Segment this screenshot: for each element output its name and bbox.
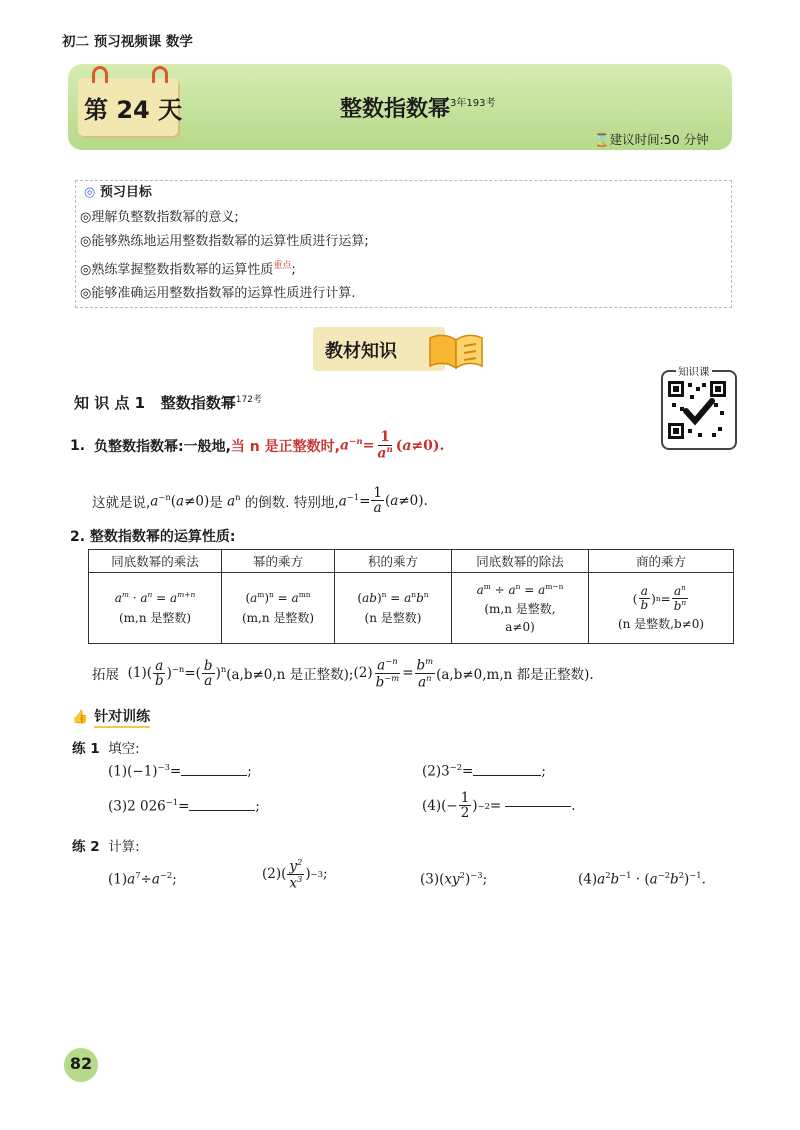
exercise-2-q2: (2)( $\frac{y^2}{x^3}$ ) −3 ; (262, 857, 328, 892)
book-icon (426, 330, 486, 376)
knowledge-point-title: 知 识 点 1 整数指数幂$^{172考}$ (74, 394, 262, 412)
answer-blank[interactable] (505, 805, 571, 807)
goals-list (80, 206, 369, 306)
table-cell: $(ab)^n = a^nb^n$ (n 是整数) (335, 573, 452, 644)
day-label: 第 24 天 (84, 96, 183, 124)
page-title: 整数指数幂$^{3年193考}$ (340, 97, 496, 122)
title-note: 3年193考 (450, 98, 496, 109)
goals-heading: ◎ 预习目标 (84, 181, 156, 200)
exercise-1-q1: $(1)(-1)^{-3}=$ ; (108, 762, 252, 780)
grade-line: 初二 预习视频课 数学 (62, 34, 193, 50)
table-header: 商的乘方 (589, 550, 734, 573)
table-header: 幂的乘方 (222, 550, 335, 573)
properties-table (88, 549, 734, 644)
hourglass-icon: ⌛ (594, 132, 610, 147)
exercise-1-header: 练 1 填空: (72, 741, 140, 757)
exercise-1-q2: $(2)3^{-2}=$ ; (422, 762, 546, 780)
table-cell: ( $\frac{a}{b}$ ) n = $\frac{a^n}{b^n}$ (n 是整数,b≠0) (589, 573, 734, 644)
exercise-1-q4: (4)(− $\frac{1}{2}$ ) −2 = . (422, 790, 576, 822)
exercise-1-q3: (3)2 $026^{-1}=$ ; (108, 797, 260, 815)
section-label: 教材知识 (325, 341, 397, 362)
ring-icon (152, 66, 168, 83)
table-cell: $a^m \cdot a^n = a^{m+n}$ (m,n 是整数) (89, 573, 222, 644)
goal-item: ◎理解负整数指数幂的意义; (80, 210, 239, 225)
item-negative-exponent-expl: 这就是说, $a^{-n}(a\ne 0)$ 是 $a^n$ 的倒数. 特别地, $a^{-1}=$ $\frac{1}{a}$ (a≠0). (92, 485, 428, 517)
exercise-2-q4: $(4)a^2b^{-1} \cdot (a^{-2}b^2)^{-1}$. (578, 870, 706, 888)
exercise-2-q3: $(3)(xy^2)^{-3}$; (420, 870, 488, 888)
exercise-2-header: 练 2 计算: (72, 839, 140, 855)
training-heading: 👍 针对训练 (72, 706, 150, 728)
goal-item: ◎能够准确运用整数指数幂的运算性质进行计算. (80, 286, 356, 302)
answer-blank[interactable] (473, 774, 541, 776)
answer-blank[interactable] (189, 809, 255, 811)
answer-blank[interactable] (181, 774, 247, 776)
table-header: 同底数幂的除法 (452, 550, 589, 573)
thumbs-up-icon: 👍 (72, 709, 89, 725)
page-number: 82 (69, 1054, 93, 1073)
table-header: 同底数幂的乘法 (89, 550, 222, 573)
goal-item: ◎能够熟练地运用整数指数幂的运算性质进行运算; (80, 234, 369, 249)
target-icon: ◎ (84, 185, 96, 200)
suggested-time: ⌛建议时间:50 分钟 (594, 132, 709, 147)
qr-label: 知识课 (678, 366, 710, 378)
table-header: 积的乘方 (335, 550, 452, 573)
table-cell: $(a^m)^n = a^{mn}$ (m,n 是整数) (222, 573, 335, 644)
extension-line: 拓展 (1)( $\frac{a}{b}$ )$^{-n}$=( $\frac{b}{a}$ )$^n$ (a,b≠0,n 是正整数); (2) $\frac{a^{-n}}{b^{-m}}$ = $\frac{b^m}{a^n}$ (a,b≠0,m,n 都是正整数). (92, 656, 594, 691)
item-negative-exponent: 1. 负整数指数幂:一般地, 当 n 是正整数时, $a^{-n}=$ $\frac{1}{a^n}$ (a≠0). (70, 429, 445, 462)
ring-icon (92, 66, 108, 83)
item-operation-title: 2. 整数指数幂的运算性质: (70, 529, 236, 545)
exercise-2-q1: $(1)a^7\div a^{-2}$; (108, 870, 177, 888)
goal-item: ◎熟练掌握整数指数幂的运算性质$^{重点}$; (80, 261, 296, 278)
qr-code[interactable] (668, 381, 726, 443)
table-cell: $a^m \div a^n = a^{m-n}$ (m,n 是整数, a≠0) (452, 573, 589, 644)
